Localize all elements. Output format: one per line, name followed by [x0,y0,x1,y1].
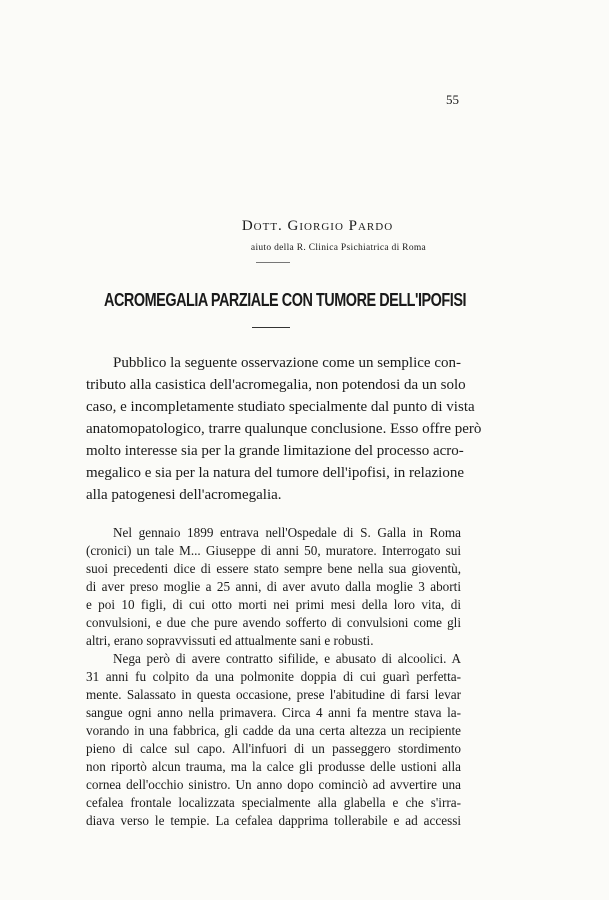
text-line: non riportò alcun trauma, ma la calce gli produsse delle ustioni alla [86,759,461,774]
text-line: caso, e incompletamente studiato specialmente dal punto di vista [86,399,475,415]
author-divider [256,262,290,263]
text-line: pieno di calce sul capo. All'infuori di un passeggero stordimento [86,741,461,756]
author-name: Dott. Giorgio Pardo [241,218,394,234]
author-block [0,218,609,253]
text-line: alla patogenesi dell'acromegalia. [86,487,282,503]
text-line: Nega però di avere contratto sifilide, e abusato di alcoolici. A [113,651,461,666]
text-line: cornea dell'occhio sinistro. Un anno dopo cominciò ad avvertire una [86,777,461,792]
page-number: 55 [446,92,459,107]
text-line: (cronici) un tale M... Giuseppe di anni 50, muratore. Interrogato sui [86,543,461,558]
text-line: diava verso le tempie. La cefalea dapprima tollerabile e ad accessi [86,813,461,828]
text-line: anatomopatologico, trarre qualunque conclusione. Esso offre però [86,421,482,437]
article-title: ACROMEGALIA PARZIALE CON TUMORE DELL'IPOFISI [104,289,467,310]
text-line: Pubblico la seguente osservazione come un semplice con- [113,355,461,371]
text-line: molto interesse sia per la grande limitazione del processo acro- [86,443,464,459]
author-affiliation: aiuto della R. Clinica Psichiatrica di Roma [250,243,427,253]
text-line: cefalea frontale localizzata specialmente alla glabella e che s'irra- [86,795,461,810]
text-line: e poi 10 figli, di cui otto morti nei primi mesi della loro vita, di [86,597,461,612]
title-divider [252,327,290,328]
text-line: suoi precedenti dice di essere stato sempre bene nella sua gioventù, [86,561,461,576]
text-line: 31 anni fu colpito da una polmonite doppia di cui guarì perfetta- [86,669,461,684]
text-line: tributo alla casistica dell'acromegalia, non potendosi da un solo [86,377,466,393]
text-line: sangue ogni anno nella primavera. Circa 4 anni fa mentre stava la- [86,705,461,720]
text-line: di aver preso moglie a 25 anni, di aver avuto dalla moglie 3 aborti [86,579,461,594]
text-line: convulsioni, e due che pure avendo sofferto di convulsioni come gli [86,615,461,630]
text-line: megalico e sia per la natura del tumore dell'ipofisi, in relazione [86,465,464,481]
text-line: Nel gennaio 1899 entrava nell'Ospedale di S. Galla in Roma [113,525,461,540]
text-line: vorando in una fabbrica, gli cadde da una certa altezza un recipiente [86,723,461,738]
text-line: mente. Salassato in questa occasione, prese l'abitudine di farsi levar [86,687,461,702]
text-line: altri, erano sopravvissuti ed attualmente sani e robusti. [86,633,374,648]
